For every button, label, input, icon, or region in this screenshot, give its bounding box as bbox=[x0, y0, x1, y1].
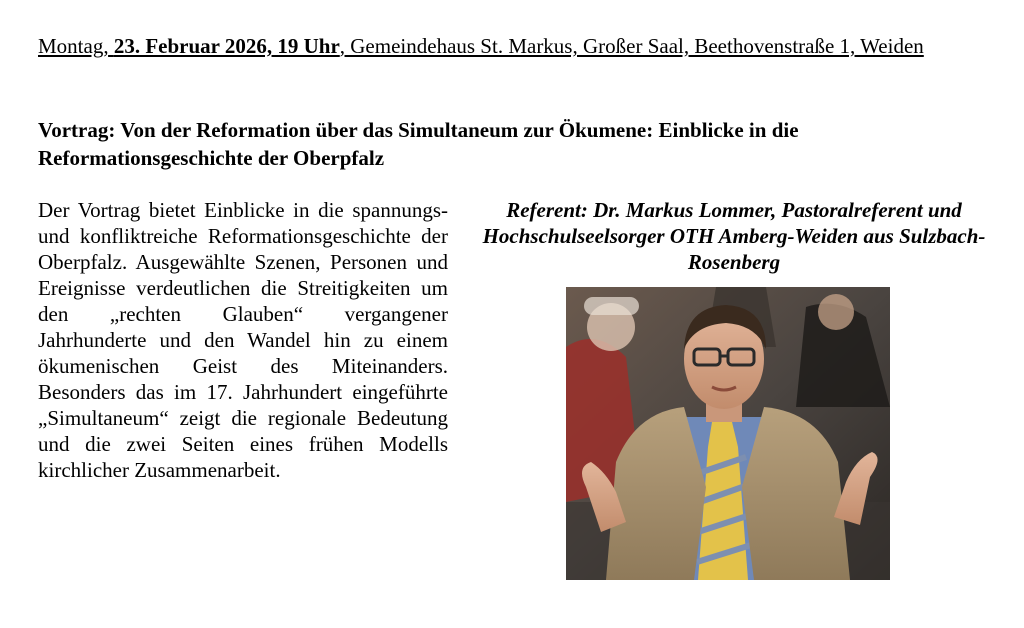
event-venue: , Gemeindehaus St. Markus, Großer Saal, Beethovenstraße 1, Weiden bbox=[339, 34, 924, 58]
speaker-photo-illustration bbox=[566, 287, 890, 580]
speaker-photo bbox=[566, 287, 890, 580]
event-day: Montag, bbox=[38, 34, 109, 58]
event-date-time: 23. Februar 2026, 19 Uhr bbox=[113, 34, 340, 58]
talk-title: Vortrag: Von der Reformation über das Simultaneum zur Ökumene: Einblicke in die Reformationsgeschichte der Oberpfalz bbox=[38, 118, 799, 170]
speaker-info: Referent: Dr. Markus Lommer, Pastoralreferent und Hochschulseelsorger OTH Amberg-Weiden aus Sulzbach-Rosenberg bbox=[482, 198, 986, 274]
event-info bbox=[38, 32, 938, 60]
talk-description: Der Vortrag bietet Einblicke in die spannungs- und konfliktreiche Reformationsgeschichte der Oberpfalz. Ausgewählte Szenen, Personen und Ereignisse verdeutlichen die Streitigkeiten um den „rechten Glauben“ vergangener Jahrhunderte und den Wandel hin zu einem ökumenischen Geist des Miteinanders. Besonders das im 17. Jahrhundert eingeführte „Simultaneum“ zeigt die regionale Bedeutung und die zwei Seiten eines frühen Modells kirchlicher Zusammenarbeit. bbox=[38, 198, 448, 482]
